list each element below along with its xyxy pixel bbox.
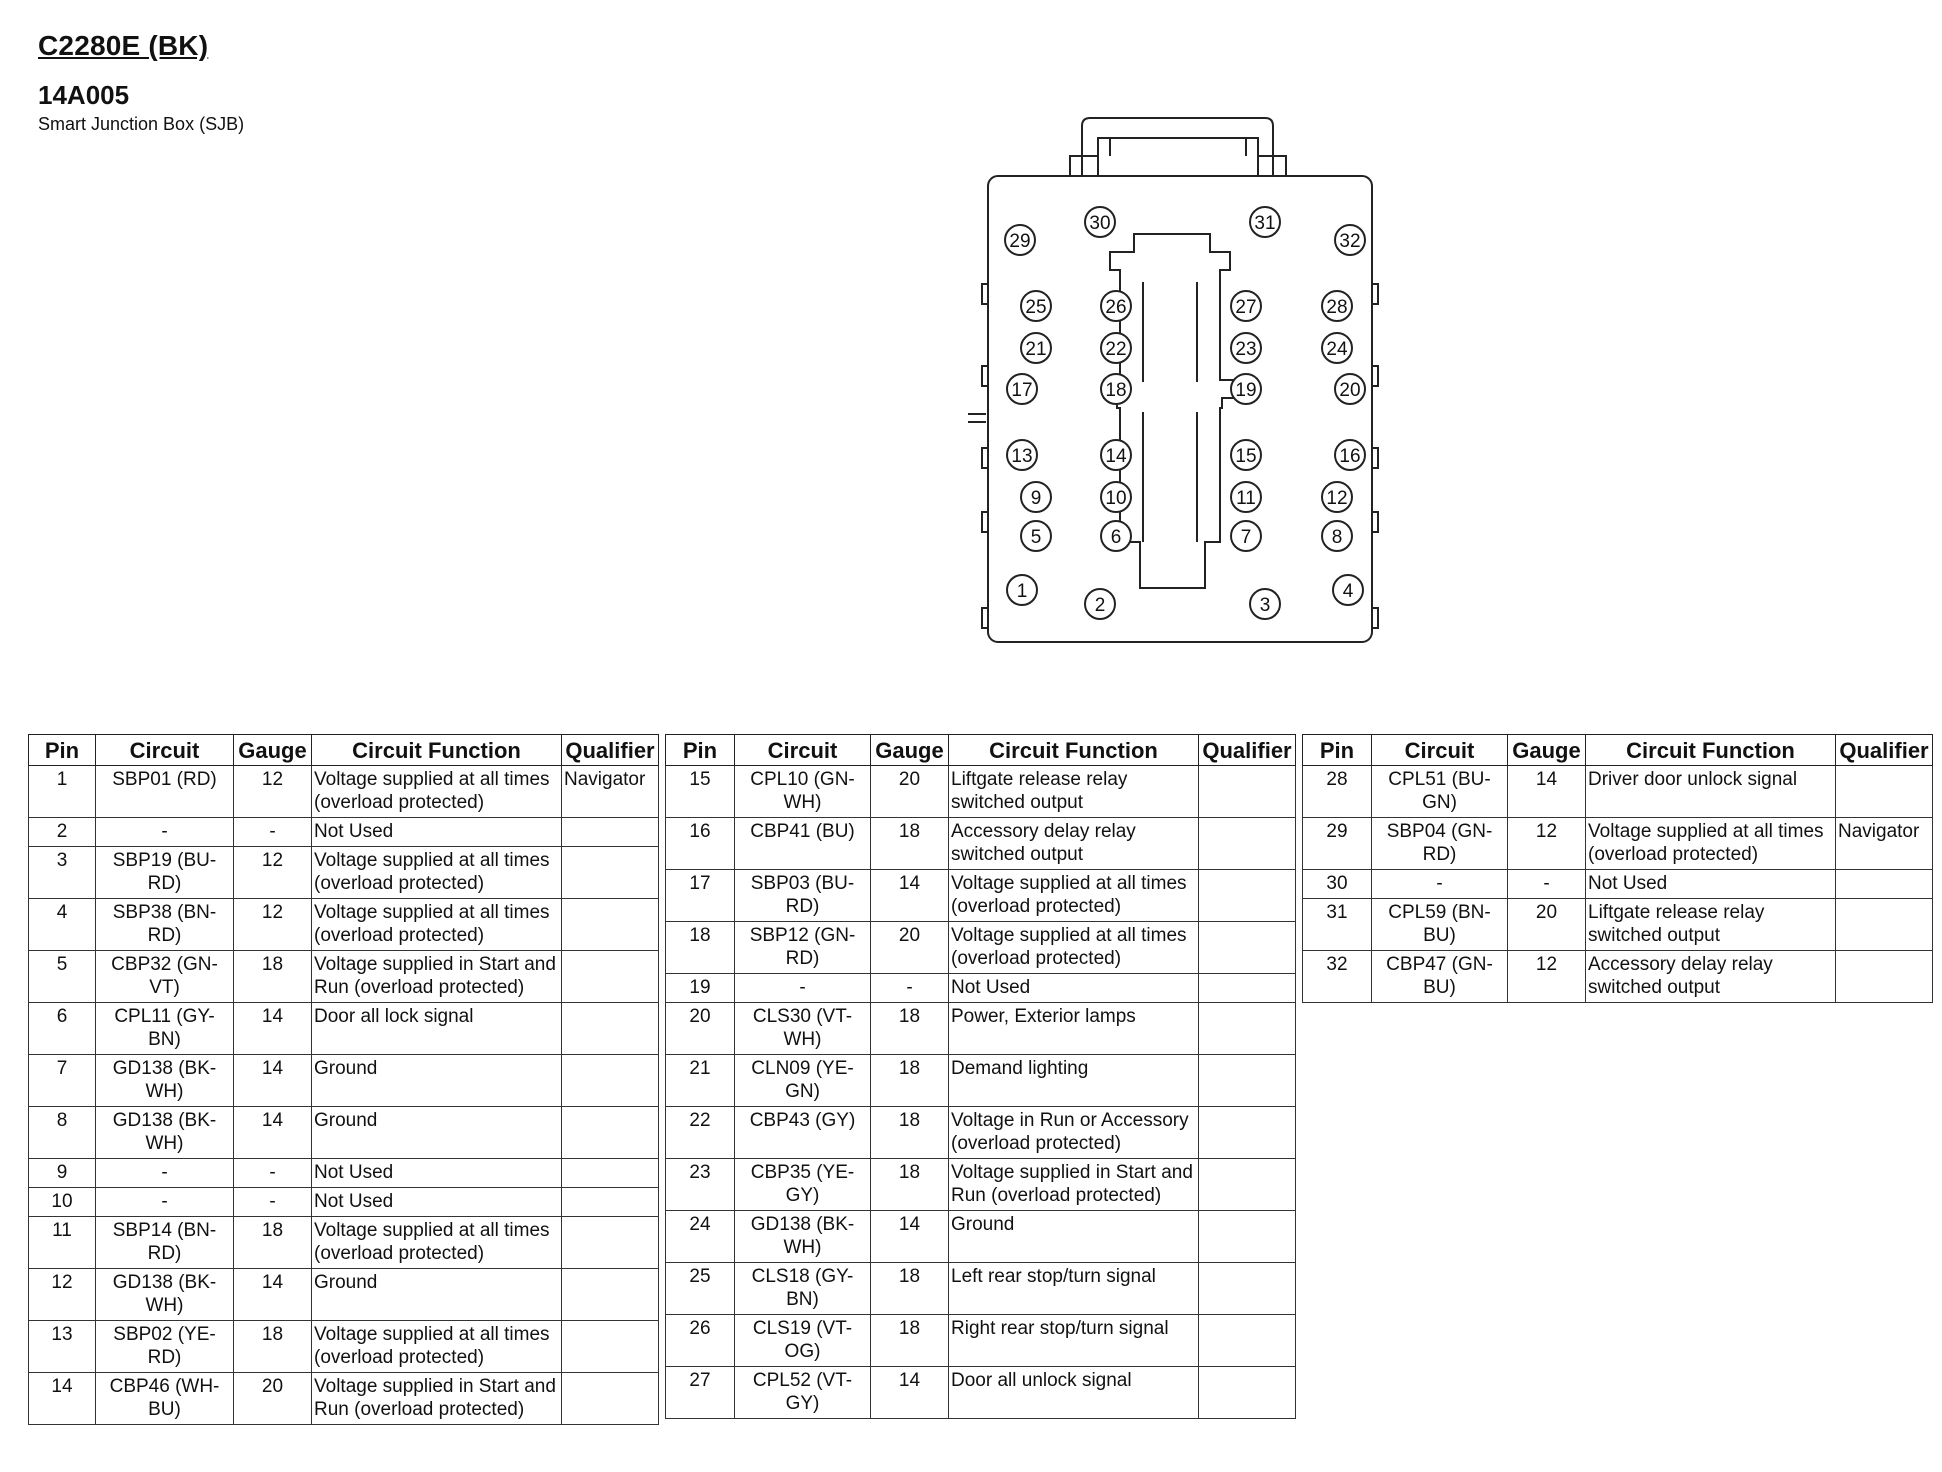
- pin-cell: 19: [666, 974, 735, 1003]
- table-row: [29, 1055, 659, 1107]
- pin-cell: 15: [666, 766, 735, 818]
- connector-pin: [1101, 440, 1131, 470]
- circuit-cell: SBP02 (YE-RD): [96, 1321, 234, 1373]
- gauge-cell: 18: [234, 1217, 312, 1269]
- circuit-cell: SBP01 (RD): [96, 766, 234, 818]
- pin-cell: 21: [666, 1055, 735, 1107]
- pin-cell: 28: [1303, 766, 1372, 818]
- pin-number-label: 11: [1236, 488, 1256, 509]
- pin-number-label: 21: [1025, 339, 1047, 360]
- circuit-cell: SBP19 (BU-RD): [96, 847, 234, 899]
- pin-number-label: 30: [1089, 213, 1111, 234]
- gauge-cell: -: [234, 818, 312, 847]
- circuit-cell: CLS19 (VT-OG): [735, 1315, 871, 1367]
- connector-pin: [1007, 374, 1037, 404]
- pin-number-label: 6: [1110, 527, 1122, 548]
- circuit-cell: CPL51 (BU-GN): [1372, 766, 1508, 818]
- pin-number-label: 9: [1030, 488, 1042, 509]
- connector-pin: [1335, 374, 1365, 404]
- function-cell: Voltage supplied at all times (overload protected): [312, 1321, 562, 1373]
- col-gauge: Gauge: [871, 735, 949, 766]
- pin-number-label: 23: [1235, 339, 1257, 360]
- pin-number-label: 19: [1235, 380, 1257, 401]
- gauge-cell: 12: [234, 766, 312, 818]
- qualifier-cell: [1836, 870, 1933, 899]
- circuit-cell: -: [96, 1159, 234, 1188]
- gauge-cell: 14: [234, 1003, 312, 1055]
- gauge-cell: 18: [871, 1055, 949, 1107]
- pin-number-label: 13: [1011, 446, 1033, 467]
- qualifier-cell: [1199, 1315, 1296, 1367]
- pin-cell: 30: [1303, 870, 1372, 899]
- pin-cell: 14: [29, 1373, 96, 1425]
- connector-id: C2280E (BK): [38, 30, 209, 61]
- qualifier-cell: [1199, 818, 1296, 870]
- pin-cell: 16: [666, 818, 735, 870]
- function-cell: Voltage supplied at all times (overload protected): [1586, 818, 1836, 870]
- pin-cell: 22: [666, 1107, 735, 1159]
- pin-cell: 4: [29, 899, 96, 951]
- pin-cell: 18: [666, 922, 735, 974]
- pin-cell: 20: [666, 1003, 735, 1055]
- qualifier-cell: [1199, 870, 1296, 922]
- gauge-cell: 12: [234, 899, 312, 951]
- qualifier-cell: [562, 1159, 659, 1188]
- qualifier-cell: [562, 818, 659, 847]
- table-row: [666, 1315, 1296, 1367]
- table-row: [29, 1217, 659, 1269]
- table-header-row: [29, 735, 659, 766]
- pin-cell: 25: [666, 1263, 735, 1315]
- connector-pin: [1231, 440, 1261, 470]
- gauge-cell: 18: [234, 951, 312, 1003]
- circuit-cell: -: [735, 974, 871, 1003]
- pin-number-label: 5: [1030, 527, 1042, 548]
- gauge-cell: 18: [871, 818, 949, 870]
- circuit-cell: SBP04 (GN-RD): [1372, 818, 1508, 870]
- gauge-cell: -: [1508, 870, 1586, 899]
- col-circuit-function: Circuit Function: [1586, 735, 1836, 766]
- gauge-cell: 12: [1508, 818, 1586, 870]
- col-pin: Pin: [666, 735, 735, 766]
- pin-cell: 23: [666, 1159, 735, 1211]
- function-cell: Ground: [312, 1269, 562, 1321]
- qualifier-cell: [1199, 1367, 1296, 1419]
- qualifier-cell: [562, 951, 659, 1003]
- col-circuit: Circuit: [96, 735, 234, 766]
- pin-cell: 29: [1303, 818, 1372, 870]
- pin-cell: 13: [29, 1321, 96, 1373]
- qualifier-cell: [1836, 899, 1933, 951]
- table-row: [1303, 870, 1933, 899]
- connector-pin: [1250, 207, 1280, 237]
- table-row: [29, 1107, 659, 1159]
- circuit-cell: SBP12 (GN-RD): [735, 922, 871, 974]
- connector-pin: [1101, 333, 1131, 363]
- qualifier-cell: Navigator: [562, 766, 659, 818]
- table-row: [29, 1373, 659, 1425]
- function-cell: Voltage in Run or Accessory (overload protected): [949, 1107, 1199, 1159]
- connector-pin: [1021, 333, 1051, 363]
- qualifier-cell: [562, 847, 659, 899]
- connector-pin: [1231, 374, 1261, 404]
- qualifier-cell: [562, 1107, 659, 1159]
- gauge-cell: 20: [871, 922, 949, 974]
- col-qualifier: Qualifier: [1836, 735, 1933, 766]
- pin-table-2: [665, 734, 1296, 1419]
- circuit-cell: CPL10 (GN-WH): [735, 766, 871, 818]
- col-qualifier: Qualifier: [1199, 735, 1296, 766]
- pin-number-label: 12: [1326, 488, 1348, 509]
- circuit-cell: -: [1372, 870, 1508, 899]
- qualifier-cell: [562, 1188, 659, 1217]
- pin-number-label: 14: [1105, 446, 1127, 467]
- qualifier-cell: [562, 1373, 659, 1425]
- connector-outline: [988, 176, 1372, 642]
- circuit-cell: SBP03 (BU-RD): [735, 870, 871, 922]
- col-pin: Pin: [1303, 735, 1372, 766]
- pin-number-label: 4: [1342, 581, 1354, 602]
- pin-number-label: 26: [1105, 297, 1127, 318]
- gauge-cell: 14: [234, 1055, 312, 1107]
- pin-cell: 17: [666, 870, 735, 922]
- function-cell: Driver door unlock signal: [1586, 766, 1836, 818]
- function-cell: Accessory delay relay switched output: [1586, 951, 1836, 1003]
- circuit-cell: GD138 (BK-WH): [96, 1107, 234, 1159]
- circuit-cell: CPL59 (BN-BU): [1372, 899, 1508, 951]
- pin-table-1: [28, 734, 659, 1425]
- qualifier-cell: [1199, 1107, 1296, 1159]
- pin-number-label: 28: [1326, 297, 1348, 318]
- connector-pin: [1322, 333, 1352, 363]
- col-pin: Pin: [29, 735, 96, 766]
- circuit-cell: GD138 (BK-WH): [96, 1055, 234, 1107]
- connector-pin: [1231, 333, 1261, 363]
- qualifier-cell: [562, 1269, 659, 1321]
- gauge-cell: 18: [871, 1315, 949, 1367]
- function-cell: Door all lock signal: [312, 1003, 562, 1055]
- gauge-cell: 18: [871, 1107, 949, 1159]
- table-header-row: [666, 735, 1296, 766]
- pin-cell: 31: [1303, 899, 1372, 951]
- connector-pin: [1021, 482, 1051, 512]
- connector-pin: [1005, 225, 1035, 255]
- circuit-cell: GD138 (BK-WH): [735, 1211, 871, 1263]
- table-row: [29, 1321, 659, 1373]
- pin-number-label: 1: [1016, 581, 1028, 602]
- component-description: Smart Junction Box (SJB): [38, 114, 245, 134]
- qualifier-cell: [562, 899, 659, 951]
- connector-pin: [1101, 374, 1131, 404]
- pin-cell: 27: [666, 1367, 735, 1419]
- table-row: [666, 818, 1296, 870]
- circuit-cell: CBP41 (BU): [735, 818, 871, 870]
- connector-pin: [1335, 225, 1365, 255]
- pin-cell: 2: [29, 818, 96, 847]
- function-cell: Demand lighting: [949, 1055, 1199, 1107]
- pin-number-label: 16: [1339, 446, 1361, 467]
- gauge-cell: 12: [1508, 951, 1586, 1003]
- qualifier-cell: [1199, 766, 1296, 818]
- col-circuit-function: Circuit Function: [949, 735, 1199, 766]
- circuit-cell: CBP32 (GN-VT): [96, 951, 234, 1003]
- table-row: [666, 1107, 1296, 1159]
- function-cell: Power, Exterior lamps: [949, 1003, 1199, 1055]
- connector-face-diagram: [960, 112, 1380, 652]
- qualifier-cell: Navigator: [1836, 818, 1933, 870]
- connector-pin: [1231, 291, 1261, 321]
- circuit-cell: CLN09 (YE-GN): [735, 1055, 871, 1107]
- connector-pin: [1085, 207, 1115, 237]
- pin-number-label: 7: [1240, 527, 1252, 548]
- function-cell: Not Used: [312, 1159, 562, 1188]
- connector-pin: [1333, 575, 1363, 605]
- circuit-cell: SBP14 (BN-RD): [96, 1217, 234, 1269]
- gauge-cell: 18: [871, 1003, 949, 1055]
- table-row: [666, 1211, 1296, 1263]
- function-cell: Door all unlock signal: [949, 1367, 1199, 1419]
- function-cell: Not Used: [1586, 870, 1836, 899]
- pin-number-label: 10: [1105, 488, 1127, 509]
- gauge-cell: 18: [234, 1321, 312, 1373]
- gauge-cell: 18: [871, 1159, 949, 1211]
- qualifier-cell: [1199, 974, 1296, 1003]
- table-row: [29, 818, 659, 847]
- connector-pin: [1101, 482, 1131, 512]
- connector-pin: [1101, 291, 1131, 321]
- table-row: [29, 766, 659, 818]
- gauge-cell: 14: [234, 1107, 312, 1159]
- function-cell: Not Used: [949, 974, 1199, 1003]
- pin-number-label: 20: [1339, 380, 1361, 401]
- connector-pin: [1322, 521, 1352, 551]
- gauge-cell: -: [871, 974, 949, 1003]
- function-cell: Ground: [312, 1055, 562, 1107]
- table-row: [666, 1055, 1296, 1107]
- pin-cell: 11: [29, 1217, 96, 1269]
- col-circuit: Circuit: [735, 735, 871, 766]
- table-row: [29, 951, 659, 1003]
- qualifier-cell: [1199, 922, 1296, 974]
- table-row: [29, 1269, 659, 1321]
- circuit-cell: CLS30 (VT-WH): [735, 1003, 871, 1055]
- col-circuit: Circuit: [1372, 735, 1508, 766]
- circuit-cell: GD138 (BK-WH): [96, 1269, 234, 1321]
- qualifier-cell: [1199, 1263, 1296, 1315]
- pin-number-label: 3: [1259, 595, 1271, 616]
- circuit-cell: CBP46 (WH-BU): [96, 1373, 234, 1425]
- function-cell: Voltage supplied in Start and Run (overload protected): [312, 951, 562, 1003]
- gauge-cell: 14: [871, 1367, 949, 1419]
- circuit-cell: SBP38 (BN-RD): [96, 899, 234, 951]
- circuit-cell: -: [96, 818, 234, 847]
- function-cell: Voltage supplied at all times (overload protected): [312, 899, 562, 951]
- table-row: [29, 1003, 659, 1055]
- pin-cell: 10: [29, 1188, 96, 1217]
- function-cell: Left rear stop/turn signal: [949, 1263, 1199, 1315]
- qualifier-cell: [562, 1321, 659, 1373]
- gauge-cell: -: [234, 1159, 312, 1188]
- function-cell: Accessory delay relay switched output: [949, 818, 1199, 870]
- table-row: [666, 1367, 1296, 1419]
- table-row: [666, 766, 1296, 818]
- gauge-cell: 14: [1508, 766, 1586, 818]
- table-row: [1303, 818, 1933, 870]
- function-cell: Voltage supplied at all times (overload protected): [949, 870, 1199, 922]
- connector-pin: [1231, 482, 1261, 512]
- function-cell: Right rear stop/turn signal: [949, 1315, 1199, 1367]
- circuit-cell: CPL52 (VT-GY): [735, 1367, 871, 1419]
- pin-number-label: 24: [1326, 339, 1348, 360]
- function-cell: Liftgate release relay switched output: [1586, 899, 1836, 951]
- qualifier-cell: [562, 1217, 659, 1269]
- circuit-cell: CPL11 (GY-BN): [96, 1003, 234, 1055]
- gauge-cell: -: [234, 1188, 312, 1217]
- pin-number-label: 2: [1094, 595, 1106, 616]
- pin-number-label: 31: [1254, 213, 1276, 234]
- qualifier-cell: [1836, 766, 1933, 818]
- connector-pin: [1322, 291, 1352, 321]
- gauge-cell: 12: [234, 847, 312, 899]
- gauge-cell: 20: [871, 766, 949, 818]
- pin-number-label: 15: [1235, 446, 1257, 467]
- pin-number-label: 22: [1105, 339, 1127, 360]
- table-row: [1303, 951, 1933, 1003]
- pin-number-label: 17: [1011, 380, 1033, 401]
- part-number: 14A005: [38, 80, 130, 110]
- function-cell: Ground: [949, 1211, 1199, 1263]
- pin-cell: 6: [29, 1003, 96, 1055]
- pin-number-label: 18: [1105, 380, 1127, 401]
- pin-number-label: 25: [1025, 297, 1047, 318]
- function-cell: Ground: [312, 1107, 562, 1159]
- circuit-cell: -: [96, 1188, 234, 1217]
- circuit-cell: CLS18 (GY-BN): [735, 1263, 871, 1315]
- pin-number-label: 29: [1009, 231, 1031, 252]
- circuit-cell: CBP35 (YE-GY): [735, 1159, 871, 1211]
- pin-cell: 24: [666, 1211, 735, 1263]
- circuit-cell: CBP47 (GN-BU): [1372, 951, 1508, 1003]
- pin-cell: 1: [29, 766, 96, 818]
- pin-number-label: 8: [1331, 527, 1343, 548]
- function-cell: Voltage supplied at all times (overload protected): [312, 847, 562, 899]
- gauge-cell: 14: [871, 1211, 949, 1263]
- table-row: [666, 870, 1296, 922]
- qualifier-cell: [562, 1003, 659, 1055]
- connector-pin: [1021, 521, 1051, 551]
- table-row: [666, 974, 1296, 1003]
- table-row: [1303, 899, 1933, 951]
- connector-pin: [1250, 589, 1280, 619]
- function-cell: Voltage supplied in Start and Run (overload protected): [312, 1373, 562, 1425]
- connector-pin: [1335, 440, 1365, 470]
- pin-cell: 26: [666, 1315, 735, 1367]
- pin-number-label: 32: [1339, 231, 1361, 252]
- connector-pin: [1007, 575, 1037, 605]
- pin-cell: 32: [1303, 951, 1372, 1003]
- pin-cell: 5: [29, 951, 96, 1003]
- connector-pin: [1085, 589, 1115, 619]
- function-cell: Liftgate release relay switched output: [949, 766, 1199, 818]
- connector-pin: [1101, 521, 1131, 551]
- pin-cell: 12: [29, 1269, 96, 1321]
- function-cell: Voltage supplied at all times (overload protected): [312, 766, 562, 818]
- qualifier-cell: [1199, 1055, 1296, 1107]
- connector-pin: [1231, 521, 1261, 551]
- gauge-cell: 14: [234, 1269, 312, 1321]
- function-cell: Not Used: [312, 1188, 562, 1217]
- gauge-cell: 20: [234, 1373, 312, 1425]
- function-cell: Voltage supplied at all times (overload protected): [312, 1217, 562, 1269]
- col-gauge: Gauge: [234, 735, 312, 766]
- pin-cell: 3: [29, 847, 96, 899]
- table-row: [666, 1263, 1296, 1315]
- function-cell: Voltage supplied in Start and Run (overload protected): [949, 1159, 1199, 1211]
- gauge-cell: 14: [871, 870, 949, 922]
- pin-cell: 9: [29, 1159, 96, 1188]
- gauge-cell: 20: [1508, 899, 1586, 951]
- table-row: [1303, 766, 1933, 818]
- function-cell: Not Used: [312, 818, 562, 847]
- circuit-cell: CBP43 (GY): [735, 1107, 871, 1159]
- col-circuit-function: Circuit Function: [312, 735, 562, 766]
- table-header-row: [1303, 735, 1933, 766]
- table-row: [29, 1188, 659, 1217]
- col-gauge: Gauge: [1508, 735, 1586, 766]
- table-row: [29, 847, 659, 899]
- pin-cell: 8: [29, 1107, 96, 1159]
- col-qualifier: Qualifier: [562, 735, 659, 766]
- qualifier-cell: [562, 1055, 659, 1107]
- qualifier-cell: [1199, 1159, 1296, 1211]
- connector-pin: [1322, 482, 1352, 512]
- qualifier-cell: [1836, 951, 1933, 1003]
- table-row: [29, 899, 659, 951]
- pin-cell: 7: [29, 1055, 96, 1107]
- function-cell: Voltage supplied at all times (overload protected): [949, 922, 1199, 974]
- qualifier-cell: [1199, 1003, 1296, 1055]
- table-row: [29, 1159, 659, 1188]
- gauge-cell: 18: [871, 1263, 949, 1315]
- pin-table-3: [1302, 734, 1933, 1003]
- pin-number-label: 27: [1235, 297, 1257, 318]
- connector-pin: [1021, 291, 1051, 321]
- qualifier-cell: [1199, 1211, 1296, 1263]
- table-row: [666, 922, 1296, 974]
- connector-pin: [1007, 440, 1037, 470]
- table-row: [666, 1003, 1296, 1055]
- table-row: [666, 1159, 1296, 1211]
